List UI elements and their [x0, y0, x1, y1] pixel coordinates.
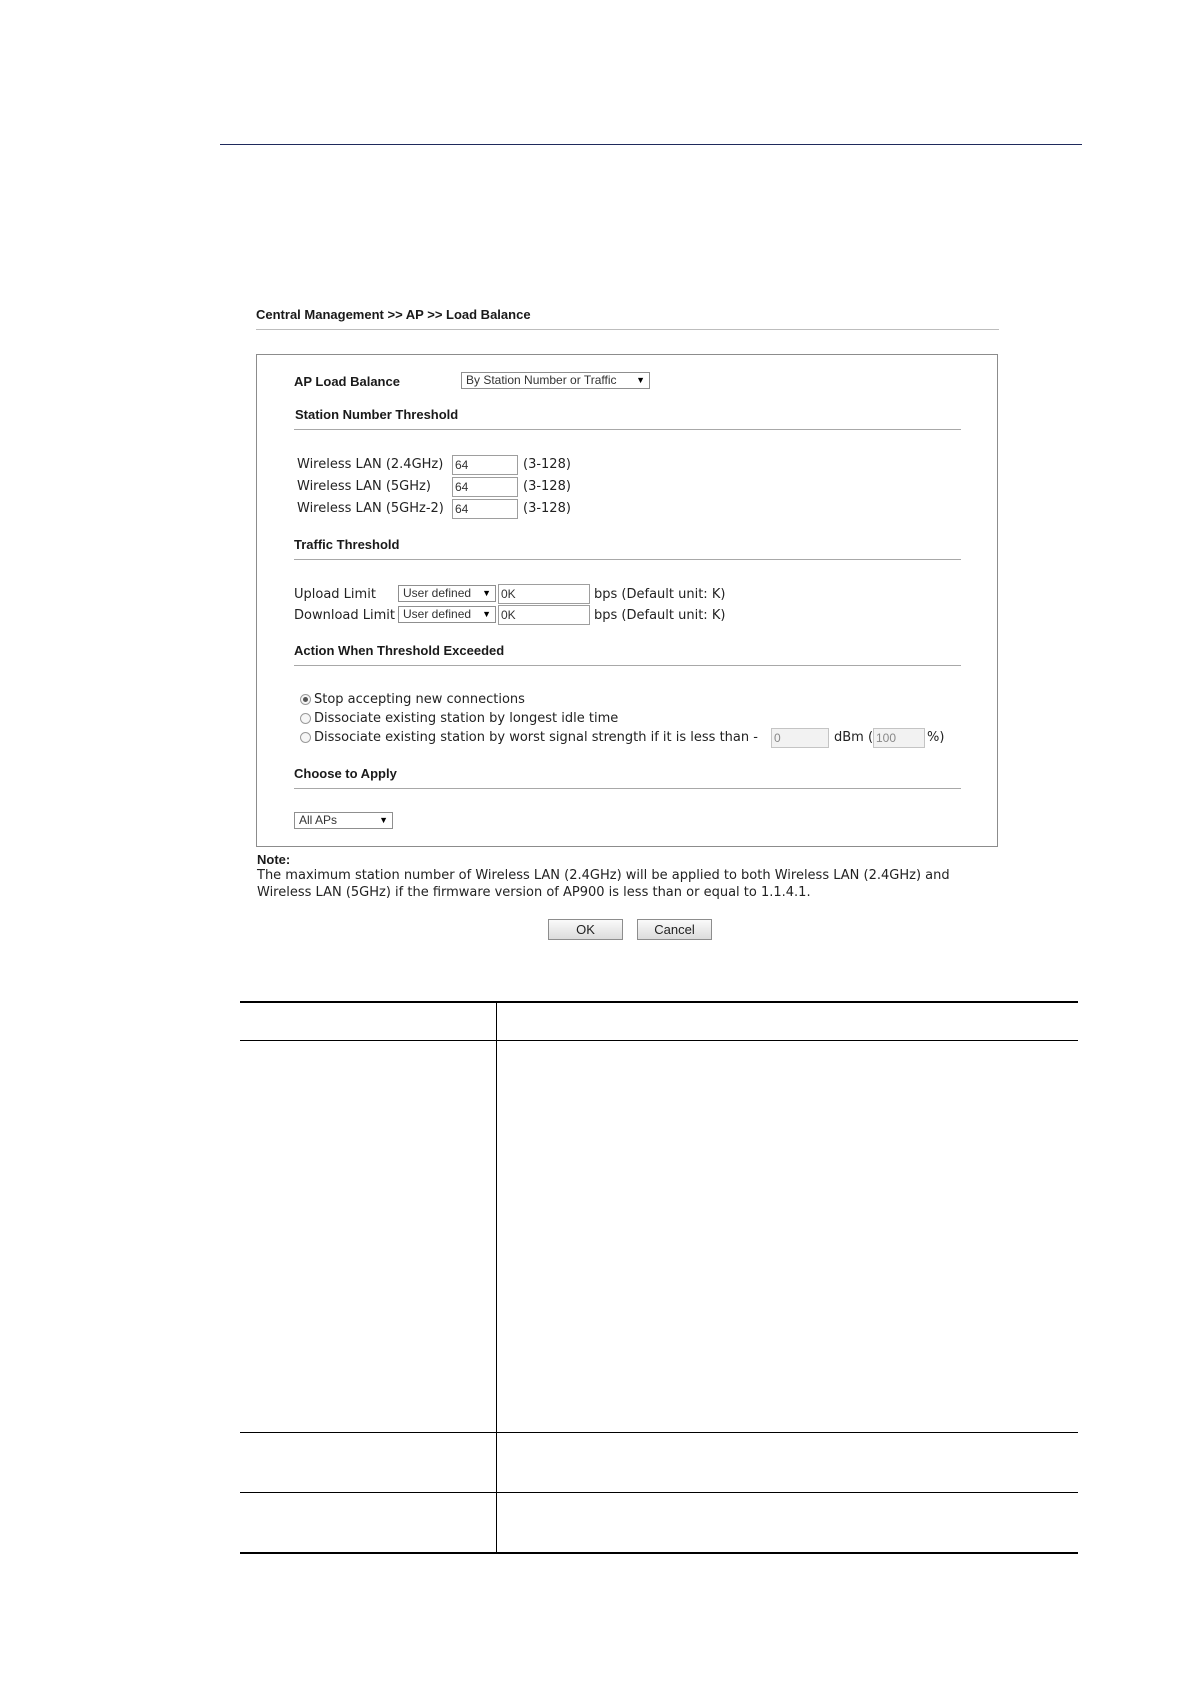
- signal-dbm-input[interactable]: 0: [771, 728, 829, 748]
- wlan-5-2-input[interactable]: 64: [452, 499, 518, 519]
- upload-limit-input[interactable]: 0K: [498, 584, 590, 604]
- table-bottom-rule: [240, 1552, 1078, 1554]
- ap-load-balance-value: By Station Number or Traffic: [466, 373, 617, 387]
- traffic-threshold-title: Traffic Threshold: [294, 537, 400, 552]
- chevron-down-icon: ▼: [482, 609, 491, 619]
- signal-dbm-unit: dBm (: [834, 730, 874, 745]
- action-option-stop: Stop accepting new connections: [314, 692, 525, 707]
- wlan-5-2-label: Wireless LAN (5GHz-2): [297, 501, 444, 516]
- download-limit-mode-value: User defined: [403, 607, 472, 621]
- chevron-down-icon: ▼: [636, 375, 645, 385]
- upload-limit-unit: bps (Default unit: K): [594, 587, 726, 602]
- upload-limit-mode-value: User defined: [403, 586, 472, 600]
- wlan-24-input[interactable]: 64: [452, 455, 518, 475]
- section-divider: [294, 559, 961, 560]
- note-text: The maximum station number of Wireless LAN (2.4GHz) will be applied to both Wireless LAN (2.4GHz) and Wireless LAN (5GHz) if the firmware version of AP900 is less than or equal to 1.1.4.1.: [257, 868, 950, 900]
- station-threshold-title: Station Number Threshold: [295, 407, 459, 422]
- chevron-down-icon: ▼: [379, 815, 388, 825]
- action-radio-stop[interactable]: [300, 694, 311, 705]
- download-limit-mode-select[interactable]: [398, 606, 496, 623]
- table-column-divider: [496, 1002, 497, 1554]
- download-limit-unit: bps (Default unit: K): [594, 608, 726, 623]
- table-row-rule: [240, 1432, 1078, 1433]
- wlan-5-input[interactable]: 64: [452, 477, 518, 497]
- ap-load-balance-label: AP Load Balance: [294, 374, 400, 389]
- action-option-signal: Dissociate existing station by worst signal strength if it is less than -: [314, 730, 758, 745]
- download-limit-input[interactable]: 0K: [498, 605, 590, 625]
- breadcrumb-divider: [256, 329, 999, 330]
- action-title: Action When Threshold Exceeded: [294, 643, 505, 658]
- wlan-5-label: Wireless LAN (5GHz): [297, 479, 431, 494]
- chevron-down-icon: ▼: [482, 588, 491, 598]
- table-header-rule: [240, 1040, 1078, 1041]
- signal-percent-input[interactable]: 100: [873, 728, 925, 748]
- cancel-button[interactable]: Cancel: [637, 919, 712, 940]
- wlan-24-label: Wireless LAN (2.4GHz): [297, 457, 444, 472]
- ok-button[interactable]: OK: [548, 919, 623, 940]
- table-top-rule: [240, 1001, 1078, 1003]
- section-divider: [294, 665, 961, 666]
- note-title: Note:: [257, 852, 291, 867]
- ap-load-balance-select[interactable]: [461, 372, 650, 389]
- download-limit-label: Download Limit: [294, 608, 395, 623]
- action-radio-signal[interactable]: [300, 732, 311, 743]
- apply-title: Choose to Apply: [294, 766, 397, 781]
- apply-target-value: All APs: [299, 813, 338, 827]
- apply-target-select[interactable]: [294, 812, 393, 829]
- upload-limit-label: Upload Limit: [294, 587, 376, 602]
- action-radio-idle[interactable]: [300, 713, 311, 724]
- action-option-idle: Dissociate existing station by longest idle time: [314, 711, 619, 726]
- section-divider: [294, 429, 961, 430]
- wlan-24-range: (3-128): [523, 457, 571, 472]
- upload-limit-mode-select[interactable]: [398, 585, 496, 602]
- page-header-rule: [220, 144, 1082, 145]
- wlan-5-range: (3-128): [523, 479, 571, 494]
- section-divider: [294, 788, 961, 789]
- breadcrumb: Central Management >> AP >> Load Balance: [256, 307, 531, 322]
- table-row-rule: [240, 1492, 1078, 1493]
- wlan-5-2-range: (3-128): [523, 501, 571, 516]
- signal-percent-suffix: %): [927, 730, 945, 745]
